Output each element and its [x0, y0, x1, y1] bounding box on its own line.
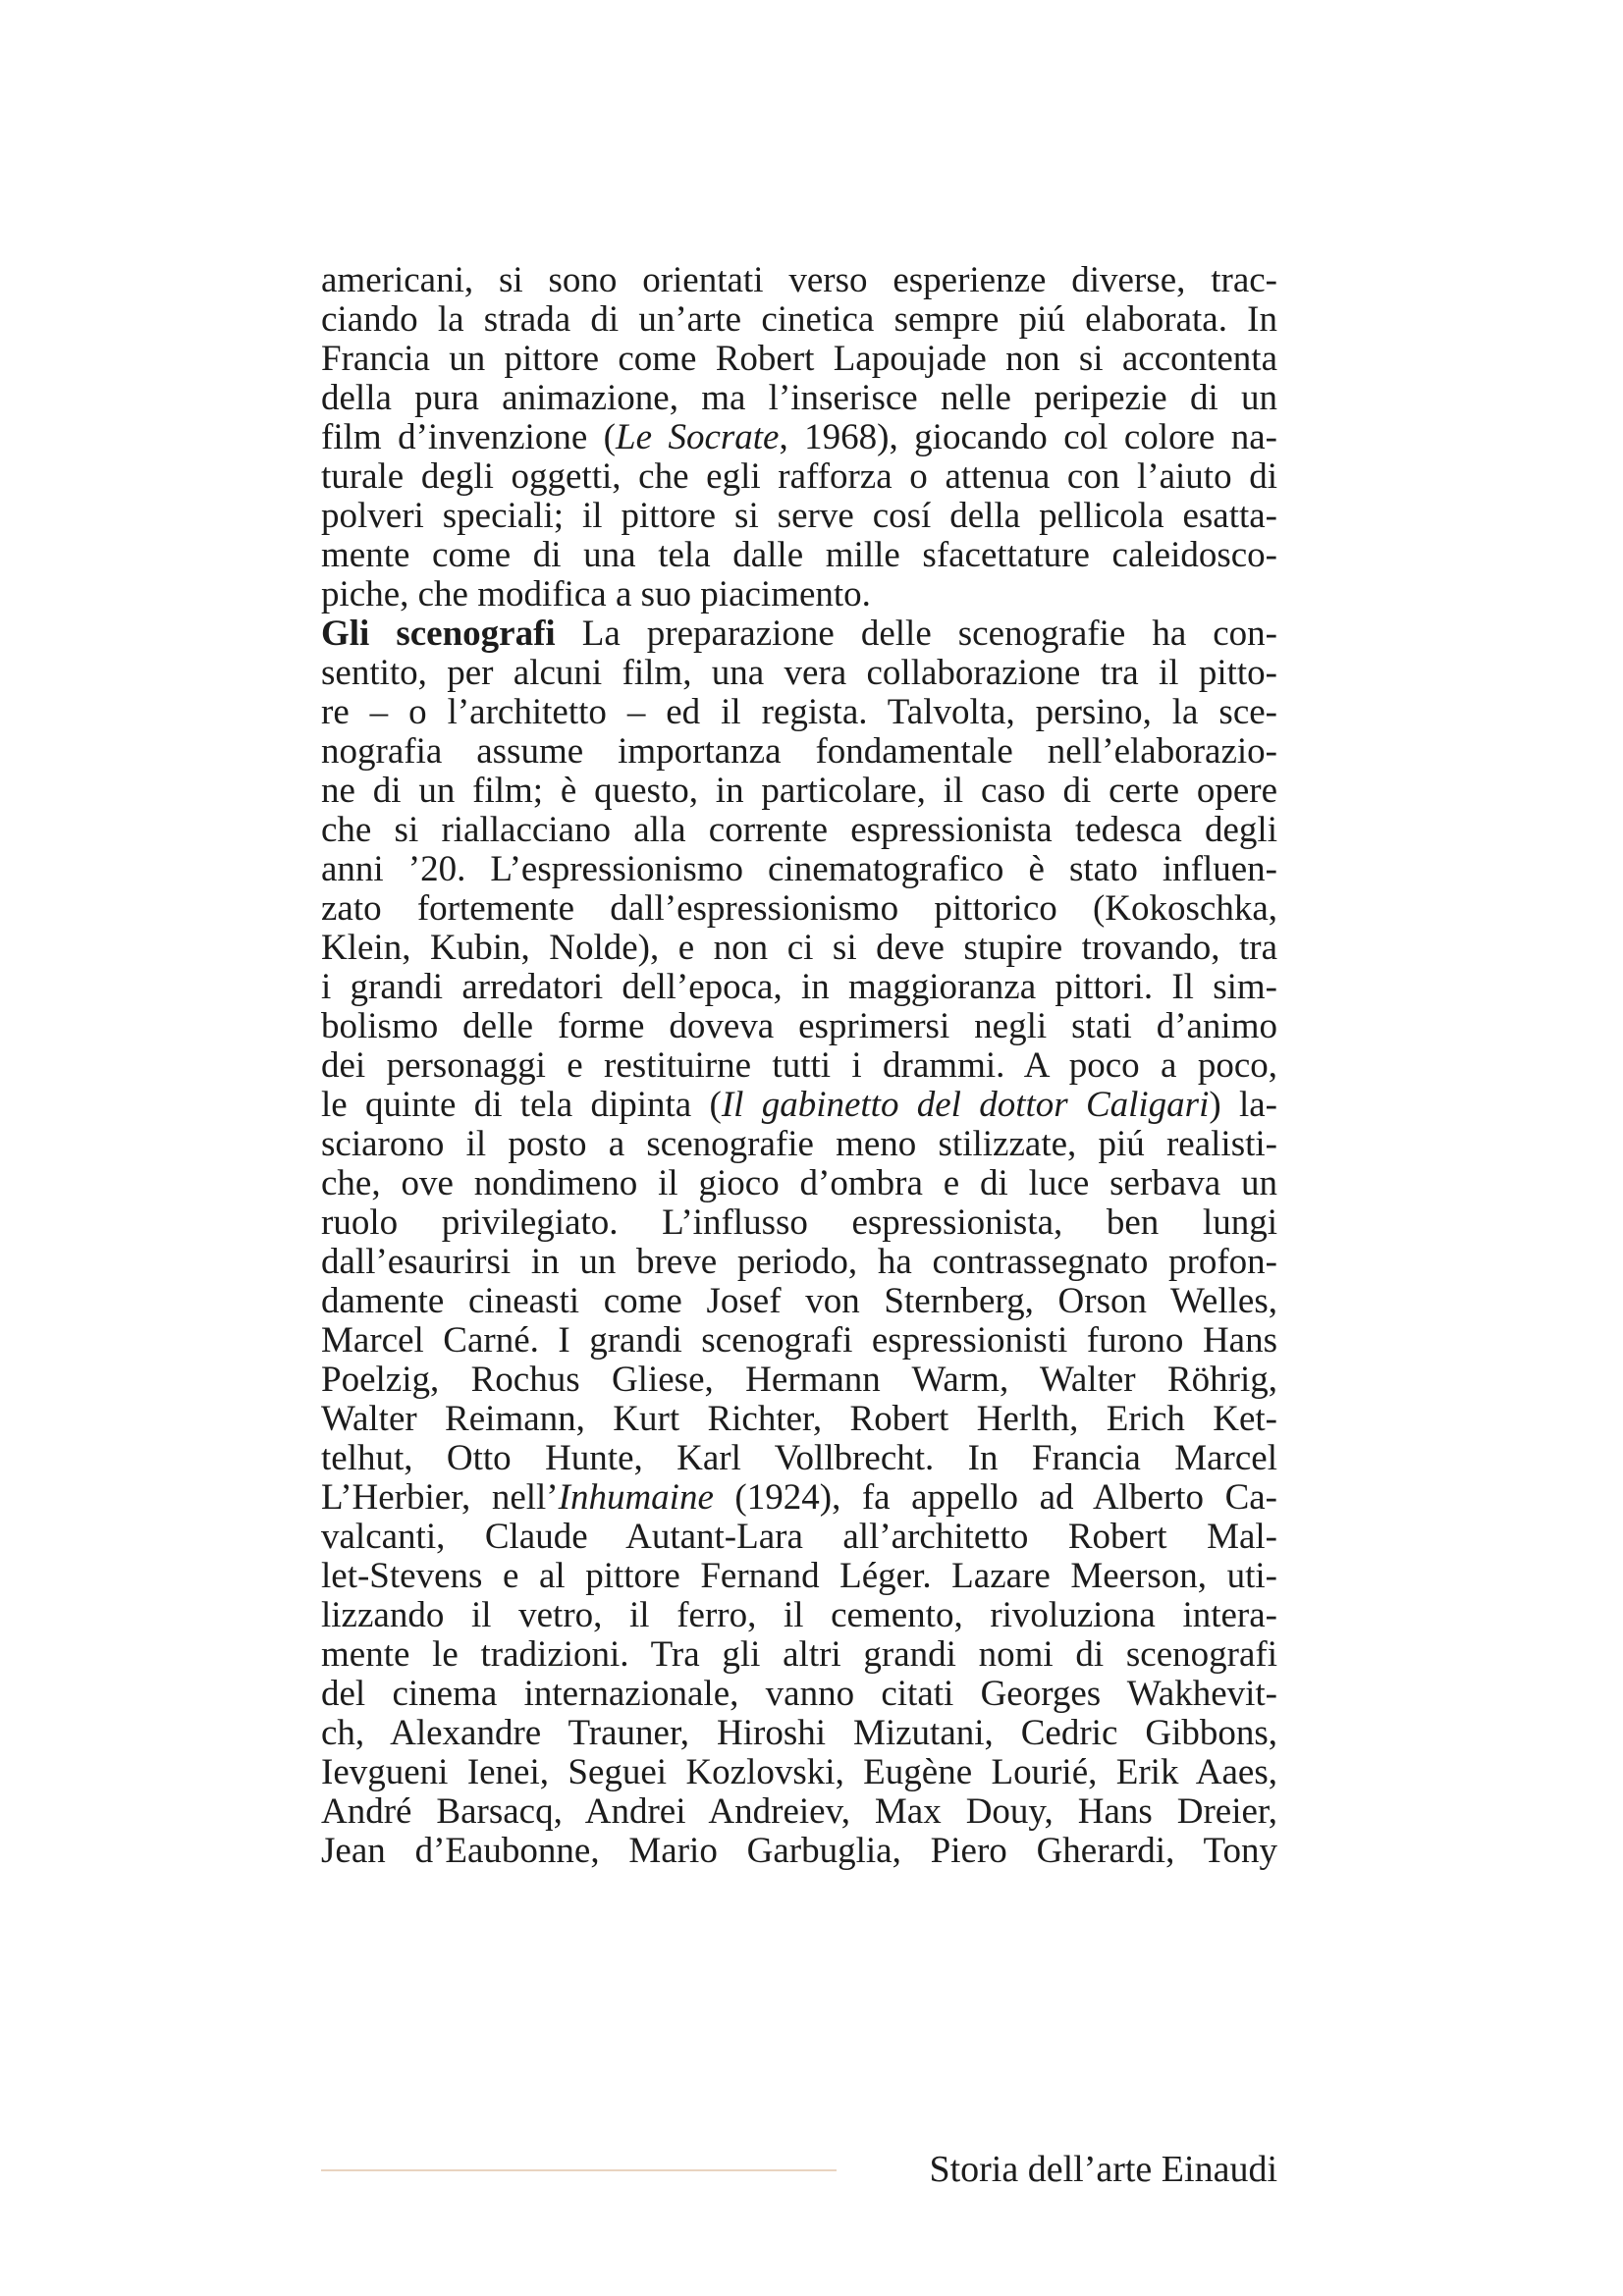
- text-line: [321, 614, 1277, 654]
- text-line: Klein, Kubin, Nolde), e non ci si deve stupire trovando, tra: [321, 929, 1277, 968]
- italic-title: Il gabinetto del dottor Caligari: [721, 1086, 1210, 1125]
- text-fragment: film d’invenzione (: [321, 418, 617, 457]
- text-line: ruolo privilegiato. L’influsso espressionista, ben lungi: [321, 1203, 1277, 1243]
- text-line: let-Stevens e al pittore Fernand Léger. Lazare Meerson, uti-: [321, 1557, 1277, 1596]
- text-line: dall’esaurirsi in un breve periodo, ha contrassegnato profon-: [321, 1243, 1277, 1282]
- text-line: ne di un film; è questo, in particolare, il caso di certe opere: [321, 772, 1277, 811]
- text-fragment: L’Herbier, nell’: [321, 1478, 559, 1518]
- text-line: bolismo delle forme doveva esprimersi negli stati d’animo: [321, 1007, 1277, 1046]
- text-line: Jean d’Eaubonne, Mario Garbuglia, Piero Gherardi, Tony: [321, 1832, 1277, 1871]
- text-line: mente come di una tela dalle mille sfacettature caleidosco-: [321, 536, 1277, 575]
- text-line: Francia un pittore come Robert Lapoujade non si accontenta: [321, 340, 1277, 379]
- text-line: sciarono il posto a scenografie meno stilizzate, piú realisti-: [321, 1125, 1277, 1164]
- text-line: americani, si sono orientati verso esperienze diverse, trac-: [321, 261, 1277, 300]
- text-fragment: ) la-: [1209, 1086, 1277, 1125]
- section-heading: Gli scenografi: [321, 614, 556, 654]
- text-line: sentito, per alcuni film, una vera collaborazione tra il pitto-: [321, 654, 1277, 693]
- text-line: [321, 1086, 1277, 1125]
- text-line: del cinema internazionale, vanno citati Georges Wakhevit-: [321, 1675, 1277, 1714]
- page-footer: [321, 2145, 1277, 2194]
- text-line: Ievgueni Ienei, Seguei Kozlovski, Eugène Lourié, Erik Aaes,: [321, 1753, 1277, 1792]
- text-line: polveri speciali; il pittore si serve cosí della pellicola esatta-: [321, 497, 1277, 536]
- text-line: anni ’20. L’espressionismo cinematografico è stato influen-: [321, 850, 1277, 889]
- body-text: [321, 261, 1277, 1871]
- text-line: nografia assume importanza fondamentale nell’elaborazio-: [321, 732, 1277, 772]
- text-line: i grandi arredatori dell’epoca, in maggioranza pittori. Il sim-: [321, 968, 1277, 1007]
- text-line: telhut, Otto Hunte, Karl Vollbrecht. In Francia Marcel: [321, 1439, 1277, 1478]
- text-line: zato fortemente dall’espressionismo pittorico (Kokoschka,: [321, 889, 1277, 929]
- text-line: mente le tradizioni. Tra gli altri grandi nomi di scenografi: [321, 1635, 1277, 1675]
- text-fragment: (1924), fa appello ad Alberto Ca-: [713, 1478, 1277, 1518]
- text-fragment: le quinte di tela dipinta (: [321, 1086, 722, 1125]
- text-line: Marcel Carné. I grandi scenografi espressionisti furono Hans: [321, 1321, 1277, 1361]
- italic-title: Inhumaine: [558, 1478, 714, 1518]
- text-line: dei personaggi e restituirne tutti i drammi. A poco a poco,: [321, 1046, 1277, 1086]
- text-line: André Barsacq, Andrei Andreiev, Max Douy, Hans Dreier,: [321, 1792, 1277, 1832]
- text-line: che, ove nondimeno il gioco d’ombra e di luce serbava un: [321, 1164, 1277, 1203]
- text-line: valcanti, Claude Autant-Lara all’architetto Robert Mal-: [321, 1518, 1277, 1557]
- text-line: damente cineasti come Josef von Sternberg, Orson Welles,: [321, 1282, 1277, 1321]
- text-fragment: , 1968), giocando col colore na-: [779, 418, 1277, 457]
- text-line: ciando la strada di un’arte cinetica sempre piú elaborata. In: [321, 300, 1277, 340]
- text-line: ch, Alexandre Trauner, Hiroshi Mizutani, Cedric Gibbons,: [321, 1714, 1277, 1753]
- text-line: re – o l’architetto – ed il regista. Talvolta, persino, la sce-: [321, 693, 1277, 732]
- italic-title: Le Socrate: [616, 418, 780, 457]
- footer-rule: [321, 2169, 837, 2171]
- text-line: [321, 1478, 1277, 1518]
- text-line: [321, 418, 1277, 457]
- text-line: Walter Reimann, Kurt Richter, Robert Herlth, Erich Ket-: [321, 1400, 1277, 1439]
- footer-publication-title: Storia dell’arte Einaudi: [929, 2149, 1277, 2190]
- text-line: piche, che modifica a suo piacimento.: [321, 575, 871, 614]
- text-line: della pura animazione, ma l’inserisce nelle peripezie di un: [321, 379, 1277, 418]
- text-line: lizzando il vetro, il ferro, il cemento, rivoluziona intera-: [321, 1596, 1277, 1635]
- text-fragment: La preparazione delle scenografie ha con-: [555, 614, 1277, 654]
- text-line: Poelzig, Rochus Gliese, Hermann Warm, Walter Röhrig,: [321, 1361, 1277, 1400]
- text-line: che si riallacciano alla corrente espressionista tedesca degli: [321, 811, 1277, 850]
- text-line: turale degli oggetti, che egli rafforza o attenua con l’aiuto di: [321, 457, 1277, 497]
